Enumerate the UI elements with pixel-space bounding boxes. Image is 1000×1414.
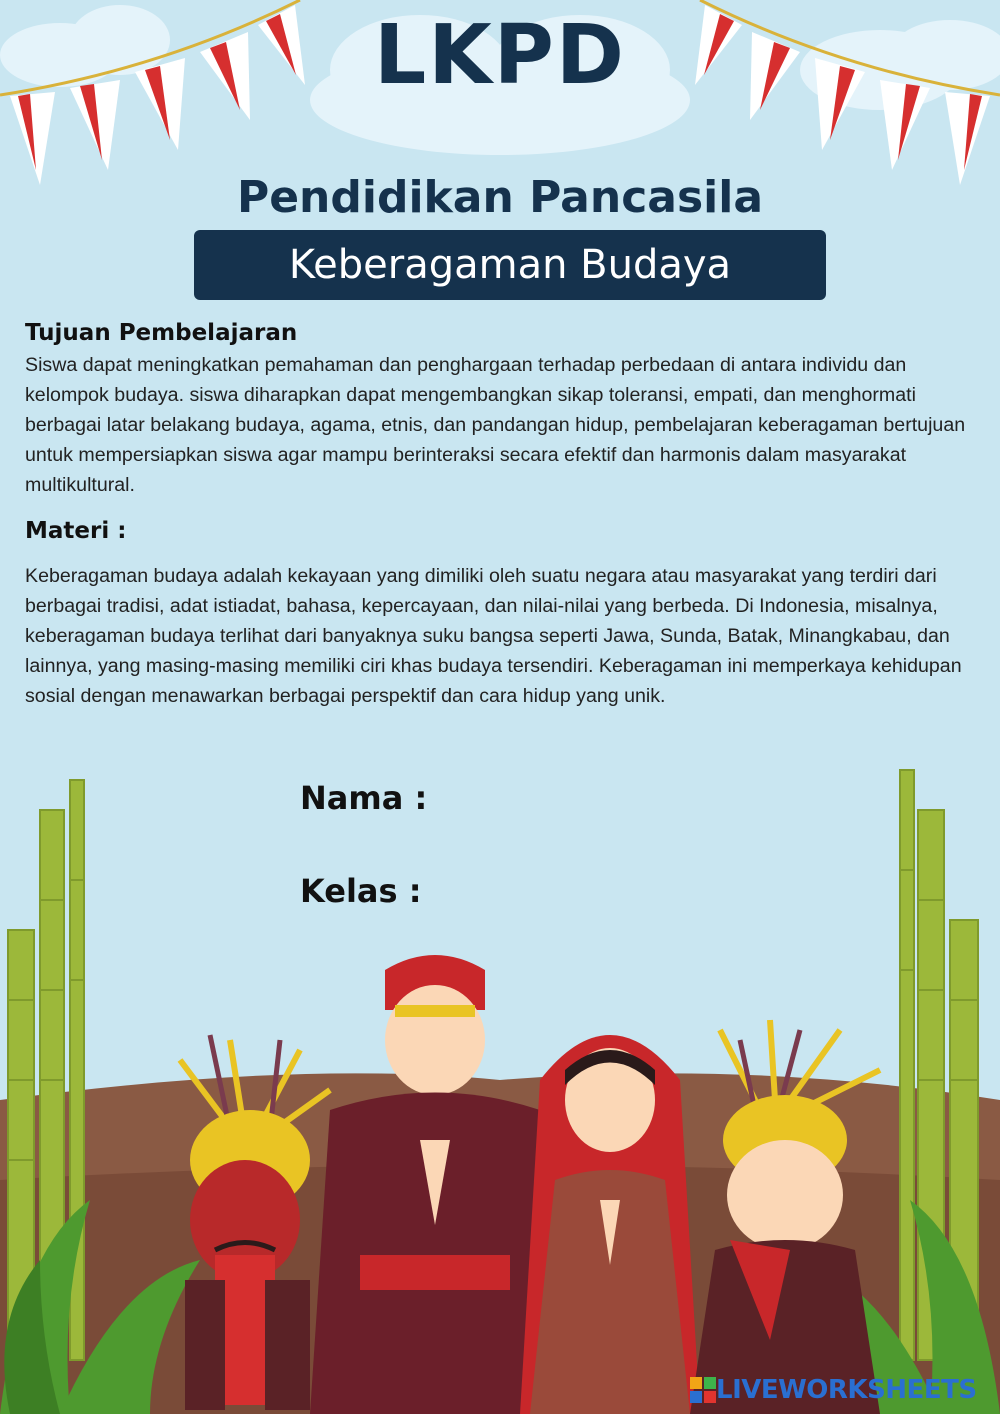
- watermark-text: LIVEWORKSHEETS: [716, 1375, 977, 1405]
- material-text: Keberagaman budaya adalah kekayaan yang dimiliki oleh suatu negara atau masyarakat yang terdiri dari berbagai tradisi, adat istiadat, bahasa, kepercayaan, dan nilai-nilai yang berbeda. Di Indonesia, misalnya, keberagaman budaya terlihat dari banyaknya suku bangsa seperti Jawa, Sunda, Batak, Minangkabau, dan lainnya, yang masing-masing memiliki ciri khas budaya tersendiri. Keberagaman ini memperkaya kehidupan sosial dengan menawarkan berbagai perspektif dan cara hidup yang unik.: [25, 565, 962, 707]
- subject-heading: Pendidikan Pancasila: [236, 172, 764, 223]
- name-field-label[interactable]: Nama :: [300, 779, 428, 817]
- objectives-text: Siswa dapat meningkatkan pemahaman dan penghargaan terhadap perbedaan di antara individu dan kelompok budaya. siswa diharapkan dapat mengembangkan sikap toleransi, empati, dan menghormati berbagai latar belakang budaya, agama, etnis, dan pandangan hidup, pembelajaran keberagaman bertujuan untuk mempersiapkan siswa agar mampu berinteraksi secara efektif dan harmonis dalam masyarakat multikultural.: [25, 354, 966, 496]
- figure-woman: [520, 1035, 700, 1414]
- class-field-label[interactable]: Kelas :: [300, 872, 422, 910]
- liveworksheets-logo-icon: [690, 1377, 716, 1403]
- liveworksheets-watermark: [690, 1374, 977, 1406]
- figure-man: [310, 955, 560, 1414]
- material-heading: Materi :: [25, 518, 127, 544]
- page-title: LKPD: [374, 8, 626, 103]
- objectives-heading: Tujuan Pembelajaran: [25, 320, 298, 346]
- topic-banner: Keberagaman Budaya: [194, 230, 826, 300]
